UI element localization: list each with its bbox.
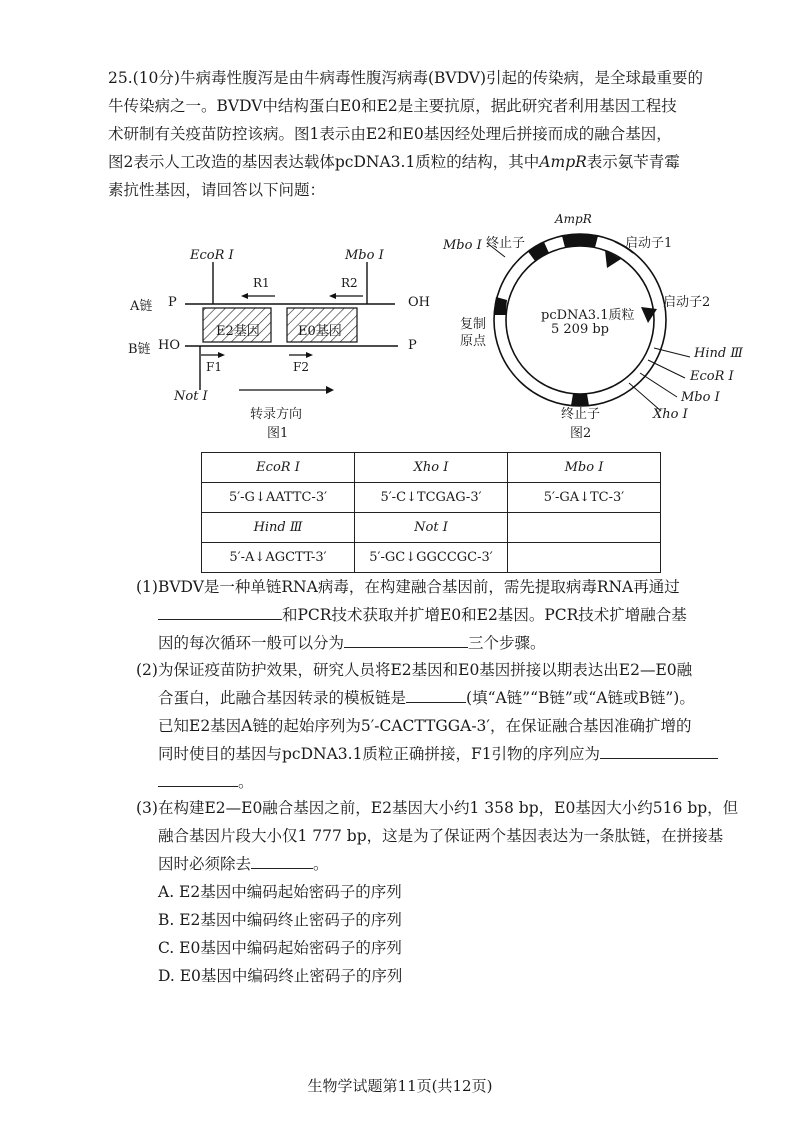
fig1-e0-gene-label: E0基因 [298, 324, 342, 339]
q2-blank-2-cont[interactable] [158, 768, 238, 787]
fig1-ecori-label: EcoR Ⅰ [190, 248, 234, 263]
q3-option-c[interactable]: C. E0基因中编码起始密码子的序列 [158, 939, 402, 957]
table-cell: Mbo Ⅰ [508, 453, 661, 483]
q1-line-2: 和PCR技术获取并扩增E0和E2基因。PCR技术扩增融合基 [136, 601, 734, 629]
fig1-p-left: P [168, 295, 177, 310]
q3-line-3: 因时必须除去 。 [136, 850, 734, 878]
table-cell: 5′-G↓AATTC-3′ [202, 483, 355, 513]
q2-line-5: 。 [136, 768, 734, 796]
table-cell: 5′-A↓AGCTT-3′ [202, 543, 355, 573]
fig2-promoter1-label: 启动子1 [625, 236, 673, 251]
table-cell: Not Ⅰ [355, 513, 508, 543]
intro-line-4: 图2表示人工改造的基因表达载体pcDNA3.1质粒的结构，其中AmpR表示氨苄青霉 [108, 153, 680, 171]
question-3 [136, 794, 739, 990]
fig1-caption: 图1 [267, 426, 289, 441]
q1-blank-2[interactable] [344, 629, 468, 648]
fig1-r1-label: R1 [253, 276, 270, 290]
fig2-terminator-top-label: 终止子 [486, 236, 526, 251]
intro-line-5: 素抗性基因，请回答以下问题： [108, 181, 326, 199]
table-row [202, 543, 661, 573]
table-cell [508, 513, 661, 543]
fig2-mboi-right-label: Mbo Ⅰ [681, 390, 720, 405]
fig1-p-right: P [408, 338, 417, 353]
fig1-mboi-label: Mbo Ⅰ [345, 248, 384, 263]
q1-line-1: (1)BVDV是一种单链RNA病毒，在构建融合基因前，需先提取病毒RNA再通过 [136, 578, 680, 596]
fig2-terminator-bottom-label: 终止子 [561, 407, 601, 422]
intro-line-3: 术研制有关疫苗防控该病。图1表示由E2和E0基因经处理后拼接而成的融合基因， [108, 125, 672, 143]
q2-line-2: 合蛋白，此融合基因转录的模板链是 (填“A链”“B链”或“A链或B链”)。 [136, 684, 734, 712]
q3-option-d[interactable]: D. E0基因中编码终止密码子的序列 [158, 967, 403, 985]
fig2-plasmid-name: pcDNA3.1质粒 [541, 308, 635, 323]
fig1-r2-label: R2 [341, 276, 358, 290]
fig1-a-chain-label: A链 [130, 299, 153, 314]
q2-blank-2[interactable] [600, 740, 718, 759]
q3-line-2: 融合基因片段大小仅1 777 bp，这是为了保证两个基因表达为一条肽链，在拼接基 [158, 827, 724, 845]
restriction-enzyme-table [201, 452, 661, 573]
q2-line-1: (2)为保证疫苗防护效果，研究人员将E2基因和E0基因拼接以期表达出E2—E0融 [136, 661, 693, 679]
q3-line-1: (3)在构建E2—E0融合基因之前，E2基因大小约1 358 bp，E0基因大小约516 bp，但 [136, 799, 739, 817]
fig2-ori-label-1: 复制 [460, 317, 487, 332]
q2-line-3: 已知E2基因A链的起始序列为5′-CACTTGGA-3′，在保证融合基因准确扩增的 [158, 717, 692, 735]
table-cell: 5′-C↓TCGAG-3′ [355, 483, 508, 513]
table-cell: EcoR Ⅰ [202, 453, 355, 483]
table-row [202, 453, 661, 483]
fig2-ecori-label: EcoR Ⅰ [690, 369, 734, 384]
table-cell: 5′-GC↓GGCCGC-3′ [355, 543, 508, 573]
fig1-b-chain-label: B链 [128, 342, 151, 357]
page-footer: 生物学试题第11页(共12页) [307, 1077, 493, 1095]
intro-line-2: 牛传染病之一。BVDV中结构蛋白E0和E2是主要抗原，据此研究者利用基因工程技 [108, 97, 677, 115]
fig2-plasmid-size: 5 209 bp [551, 322, 609, 337]
table-cell [508, 543, 661, 573]
q2-blank-1[interactable] [406, 684, 466, 703]
table-row [202, 513, 661, 543]
fig1-f2-label: F2 [293, 360, 309, 374]
q3-option-b[interactable]: B. E2基因中编码终止密码子的序列 [158, 911, 402, 929]
fig2-promoter2-label: 启动子2 [663, 295, 711, 310]
q2-line-4: 同时使目的基因与pcDNA3.1质粒正确拼接，F1引物的序列应为 [136, 740, 734, 768]
table-cell: Hind Ⅲ [202, 513, 355, 543]
fig1-noti-label: Not Ⅰ [174, 389, 208, 404]
q1-blank-1[interactable] [158, 601, 282, 620]
question-1 [136, 573, 734, 657]
fig2-ori-label-2: 原点 [460, 334, 487, 349]
fig1-f1-label: F1 [206, 360, 222, 374]
fig1-e2-gene-label: E2基因 [216, 324, 260, 339]
fig2-hindiii-label: Hind Ⅲ [694, 346, 743, 361]
fig1-oh-right: OH [408, 295, 430, 310]
fig1-direction-label: 转录方向 [250, 407, 303, 422]
fig2-mboi-left-label: Mbo Ⅰ [443, 238, 482, 253]
fig2-caption: 图2 [570, 426, 592, 441]
question-intro [108, 64, 734, 204]
fig1-ho-left: HO [158, 338, 180, 353]
intro-line-1: 25.(10分)牛病毒性腹泻是由牛病毒性腹泻病毒(BVDV)引起的传染病，是全球最重要的 [108, 69, 703, 87]
table-row [202, 483, 661, 513]
fig2-xhoi-label: Xho Ⅰ [653, 407, 688, 422]
ampr-label: AmpR [539, 153, 587, 171]
q3-option-a[interactable]: A. E2基因中编码起始密码子的序列 [158, 883, 402, 901]
question-2 [136, 656, 734, 796]
q3-blank[interactable] [251, 850, 313, 869]
fig2-ampr-label: AmpR [555, 212, 592, 226]
table-cell: Xho Ⅰ [355, 453, 508, 483]
table-cell: 5′-GA↓TC-3′ [508, 483, 661, 513]
q1-line-3: 因的每次循环一般可以分为 三个步骤。 [136, 629, 734, 657]
